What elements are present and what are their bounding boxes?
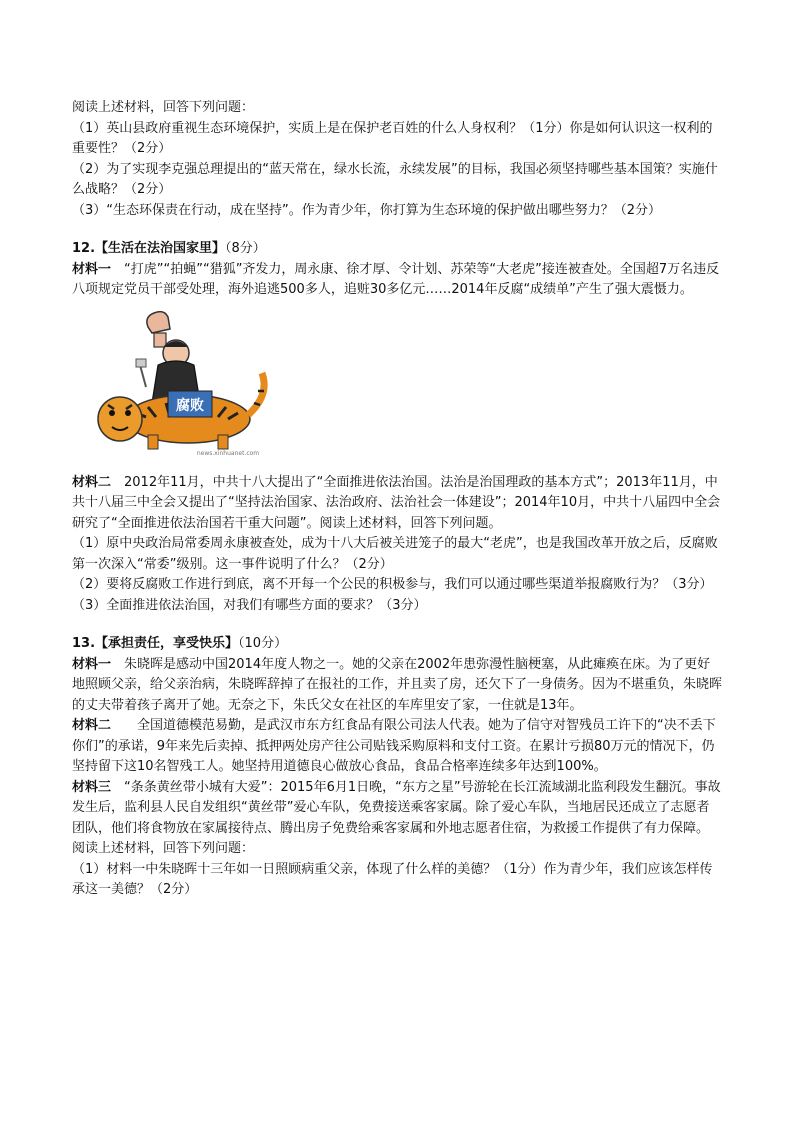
document-page	[72, 98, 722, 901]
q13-material-1-text: 朱晓晖是感动中国2014年度人物之一。她的父亲在2002年患弥漫性脑梗塞，从此瘫痪在床。为了更好地照顾父亲，给父亲治病，朱晓晖辞掉了在报社的工作，并且卖了房，还欠下了一身债务。因为不堪重负，朱晓晖的丈夫带着孩子离开了她。无奈之下，朱氏父女在社区的车库里安了家，一住就是13年。	[72, 656, 723, 713]
q12-question-3: （3）全面推进依法治国，对我们有哪些方面的要求？（3分）	[72, 597, 427, 613]
anti-corruption-cartoon	[78, 307, 274, 459]
q13-heading	[72, 634, 722, 655]
q13-score: （10分）	[238, 636, 288, 651]
q12-material-1-label: 材料一	[72, 261, 112, 277]
q12-title: 12.【生活在法治国家里】	[72, 241, 226, 256]
q13-material-1	[72, 655, 722, 717]
q11-question-3: （3）“生态环保责在行动，成在坚持”。作为青少年，你打算为生态环境的保护做出哪些努力？（2分）	[72, 202, 662, 218]
q12-material-2-text: 2012年11月，中共十八大提出了“全面推进依法治国。法治是治国理政的基本方式”；2013年11月，中共十八届三中全会又提出了“坚持法治国家、法治政府、法治社会一体建设”；2014年10月，中共十八届四中全会研究了“全面推进依法治国若干重大问题”。阅读上述材料，回答下列问题。	[72, 474, 721, 531]
q13-material-3	[72, 778, 722, 840]
cartoon-sign-text: 腐败	[176, 397, 204, 414]
q13-material-2	[72, 716, 722, 778]
q13-question-1: （1）材料一中朱晓晖十三年如一日照顾病重父亲，体现了什么样的美德？（1分）作为青少年，我们应该怎样传承这一美德？（2分）	[72, 861, 713, 897]
q11-question-1: （1）英山县政府重视生态环境保护，实质上是在保护老百姓的什么人身权利？（1分）你是如何认识这一权利的重要性？（2分）	[72, 120, 713, 156]
q12-question-2: （2）要将反腐败工作进行到底，离不开每一个公民的积极参与，我们可以通过哪些渠道举报腐败行为？（3分）	[72, 577, 713, 592]
q11-question-2: （2）为了实现李克强总理提出的“蓝天常在，绿水长流，永续发展”的目标，我国必须坚持哪些基本国策？实施什么战略？（2分）	[72, 161, 718, 197]
cartoon-illustration	[78, 307, 274, 459]
q13-material-3-text: “条条黄丝带小城有大爱”：2015年6月1日晚，“东方之星”号游轮在长江流域湖北监利段发生翻沉。事故发生后，监利县人民自发组织“黄丝带”爱心车队，免费接送乘客家属。除了爱心车队，当地居民还成立了志愿者团队，他们将食物放在家属接待点、腾出房子免费给乘客家属和外地志愿者住宿，为救援工作提供了有力保障。	[72, 779, 721, 836]
q13-intro: 阅读上述材料，回答下列问题：	[72, 841, 255, 856]
q13-material-1-label: 材料一	[72, 656, 112, 672]
q11-intro: 阅读上述材料，回答下列问题：	[72, 100, 255, 115]
q12-material-1-text: “打虎”“拍蝇”“猎狐”齐发力，周永康、徐才厚、令计划、苏荣等“大老虎”接连被查处。全国超7万名违反八项规定党员干部受处理，海外追逃500多人，追赃30多亿元……2014年反腐“成绩单”产生了强大震慑力。	[72, 261, 720, 297]
q12-material-2-label: 材料二	[72, 474, 112, 490]
q12-question-1: （1）原中央政治局常委周永康被查处，成为十八大后被关进笼子的最大“老虎”，也是我国改革开放之后，反腐败第一次深入“常委”级别。这一事件说明了什么？（2分）	[72, 536, 718, 572]
q12-material-1	[72, 260, 722, 301]
q13-material-3-label: 材料三	[72, 779, 112, 795]
q13-material-2-text: 全国道德模范易勤，是武汉市东方红食品有限公司法人代表。她为了信守对智残员工许下的“决不丢下你们”的承诺，9年来先后卖掉、抵押两处房产往公司贴钱采购原料和支付工资。在累计亏损80万元的情况下，仍坚持留下这10名智残工人。她坚持用道德良心做放心食品，食品合格率连续多年达到100%。	[72, 718, 716, 774]
q12-material-2	[72, 473, 722, 535]
cartoon-watermark: news.xinhuanet.com	[196, 449, 260, 457]
q13-title: 13.【承担责任，享受快乐】	[72, 636, 239, 651]
q13-material-2-label: 材料二	[72, 718, 112, 733]
q12-score: （8分）	[225, 241, 266, 256]
q12-heading	[72, 239, 722, 260]
